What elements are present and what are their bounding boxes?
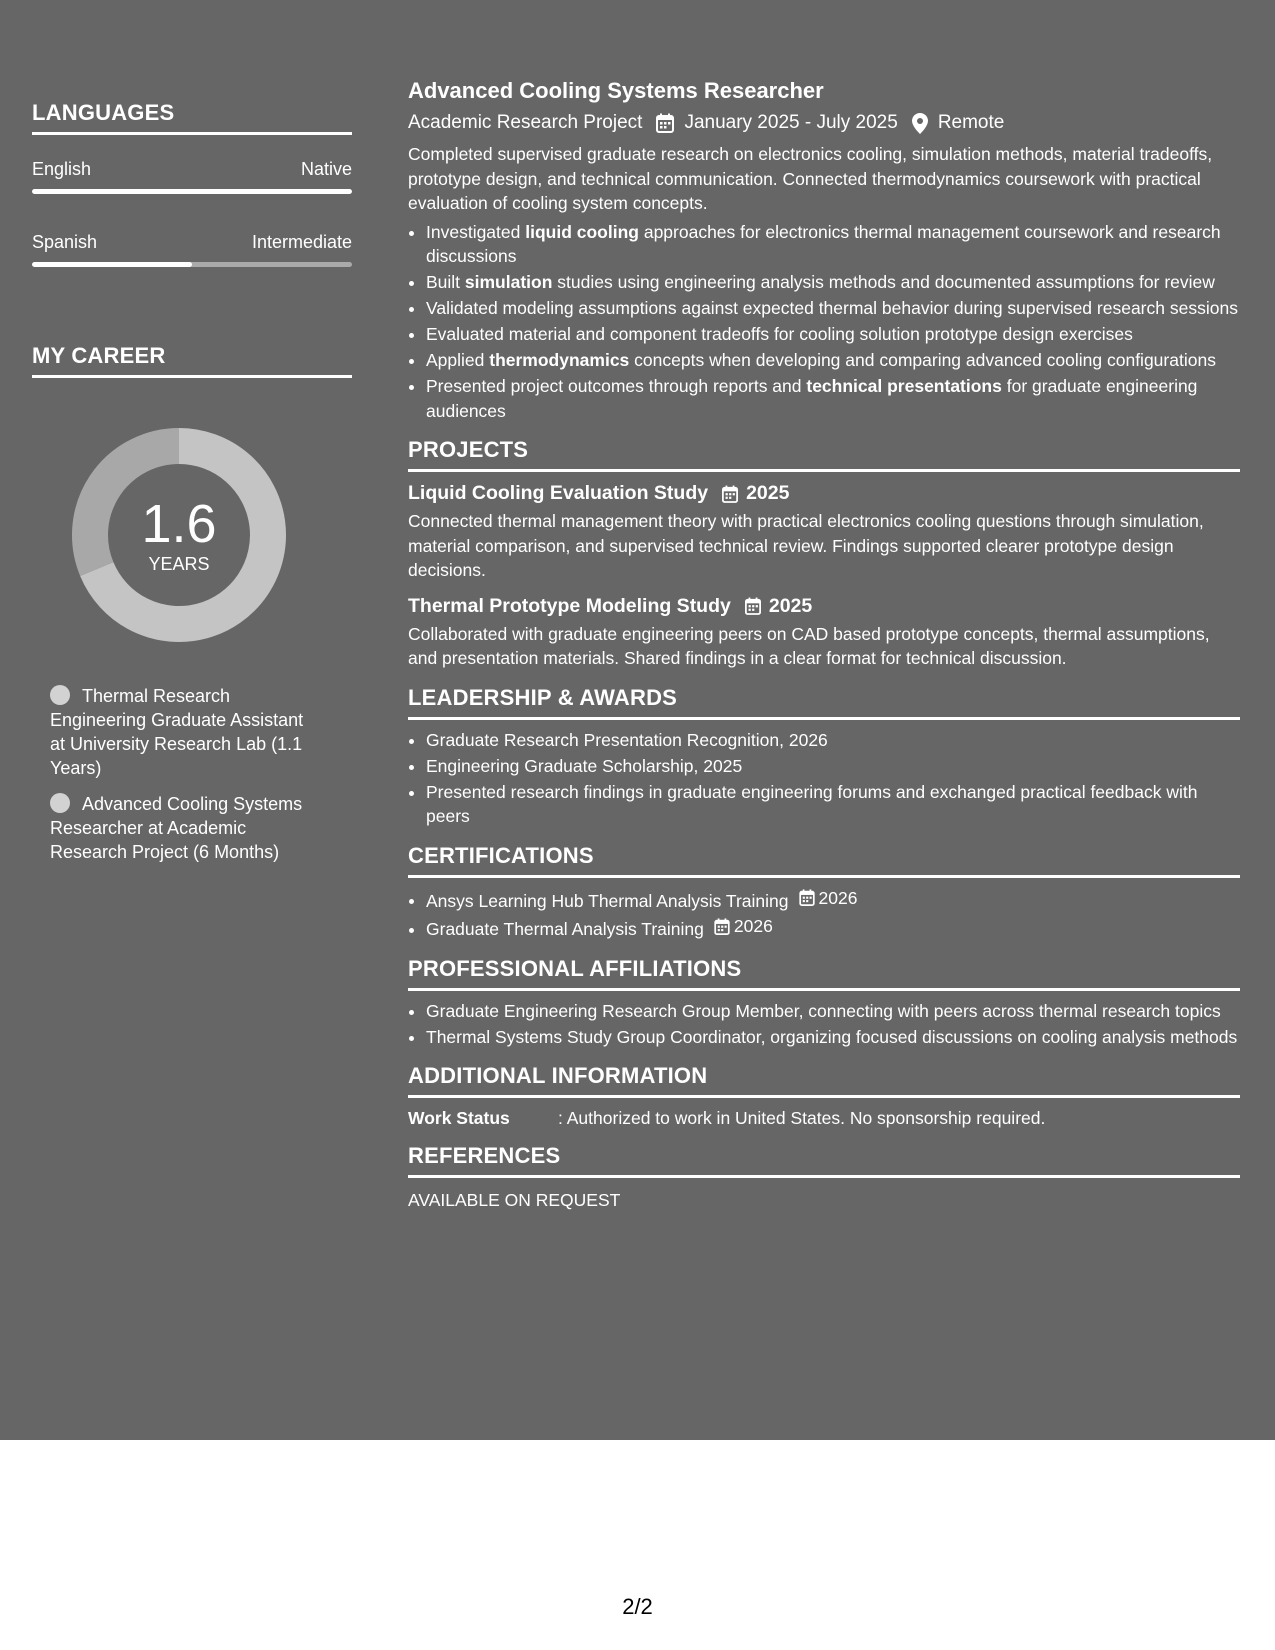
work-status-row xyxy=(408,1108,1240,1129)
list-item: • Graduate Research Presentation Recognition, 2026 xyxy=(426,728,1240,753)
list-item: • Investigated liquid cooling approaches for electronics thermal management coursework and research discussions xyxy=(426,220,1240,269)
job-summary: Completed supervised graduate research on electronics cooling, simulation methods, material tradeoffs, prototype design, and technical communication. Connected thermodynamics coursework with practical evaluation of cooling system concepts. xyxy=(408,144,1213,213)
language-name: Spanish xyxy=(32,232,98,252)
leadership-list xyxy=(408,728,1240,829)
career-legend xyxy=(32,684,320,864)
leadership-section xyxy=(408,685,1240,829)
career-legend-item: Thermal Research Engineering Graduate Assistant at University Research Lab (1.1 Years) xyxy=(50,686,304,778)
list-item: • Built simulation studies using engineering analysis methods and documented assumptions for review xyxy=(426,270,1240,295)
references-text: AVAILABLE ON REQUEST xyxy=(408,1190,621,1210)
career-total-value: 1.6 xyxy=(141,493,217,554)
project-description: Collaborated with graduate engineering peers on CAD based prototype concepts, thermal assumptions, and presentation materials. Shared findings in a clear format for technical discussion. xyxy=(408,623,1210,668)
additional-section xyxy=(408,1063,1240,1129)
leadership-heading: LEADERSHIP & AWARDS xyxy=(408,685,1240,720)
references-section xyxy=(408,1143,1240,1211)
list-item: • Ansys Learning Hub Thermal Analysis Training 2026 xyxy=(426,886,1240,913)
job-title: Advanced Cooling Systems Researcher xyxy=(408,78,824,103)
projects-section xyxy=(408,437,1240,671)
language-proficiency-bar xyxy=(32,262,352,267)
language-level: Intermediate xyxy=(251,232,352,252)
job-location: Remote xyxy=(937,112,1005,133)
certifications-section xyxy=(408,843,1240,942)
work-status-value: : Authorized to work in United States. No sponsorship required. xyxy=(558,1108,1046,1128)
career-total-unit: YEARS xyxy=(148,553,210,574)
career-legend-item: Advanced Cooling Systems Researcher at Academic Research Project (6 Months) xyxy=(50,794,303,862)
calendar-icon xyxy=(799,889,815,906)
list-item: • Presented project outcomes through reports and technical presentations for graduate engineering audiences xyxy=(426,374,1240,423)
language-level: Native xyxy=(300,159,352,179)
page-number: 2/2 xyxy=(622,1594,653,1619)
projects-heading: PROJECTS xyxy=(408,437,1240,472)
list-item: • Presented research findings in graduate engineering forums and exchanged practical feedback with peers xyxy=(426,780,1240,829)
affiliations-heading: PROFESSIONAL AFFILIATIONS xyxy=(408,956,1240,991)
legend-dot-icon xyxy=(50,793,70,813)
certifications-heading: CERTIFICATIONS xyxy=(408,843,1240,878)
work-status-key: Work Status xyxy=(408,1108,510,1128)
calendar-icon xyxy=(722,485,738,503)
language-proficiency-bar xyxy=(32,189,352,194)
calendar-icon xyxy=(745,597,761,615)
list-item: • Thermal Systems Study Group Coordinator, organizing focused discussions on cooling analysis methods xyxy=(426,1025,1240,1050)
job-dates: January 2025 - July 2025 xyxy=(684,112,898,133)
cert-year: 2026 xyxy=(818,887,858,908)
language-english xyxy=(32,159,352,194)
project-year: 2025 xyxy=(768,594,813,617)
language-proficiency-fill xyxy=(32,262,192,267)
project-description: Connected thermal management theory with practical electronics cooling questions through simulation, material comparison, and supervised technical review. Findings supported clearer prototype design decisions. xyxy=(408,511,1204,580)
legend-dot-icon xyxy=(50,685,70,705)
cert-year: 2026 xyxy=(733,916,773,937)
project-title: Thermal Prototype Modeling Study 2025 xyxy=(408,594,813,617)
list-item: • Graduate Thermal Analysis Training 2026 xyxy=(426,914,1240,941)
right-column xyxy=(408,78,1240,1211)
calendar-icon xyxy=(656,113,674,133)
job-meta xyxy=(408,112,1240,134)
list-item: • Evaluated material and component tradeoffs for cooling solution prototype design exercises xyxy=(426,322,1240,347)
additional-heading: ADDITIONAL INFORMATION xyxy=(408,1063,1240,1098)
job-org: Academic Research Project xyxy=(408,112,643,133)
career-donut-chart xyxy=(64,420,294,650)
language-spanish xyxy=(32,232,352,267)
language-proficiency-fill xyxy=(32,189,352,194)
list-item: • Applied thermodynamics concepts when developing and comparing advanced cooling configurations xyxy=(426,348,1240,373)
project-year: 2025 xyxy=(746,482,790,504)
list-item: • Engineering Graduate Scholarship, 2025 xyxy=(426,754,1240,779)
affiliations-section xyxy=(408,956,1240,1050)
language-name: English xyxy=(32,159,92,179)
list-item: • Graduate Engineering Research Group Member, connecting with peers across thermal research topics xyxy=(426,999,1240,1024)
left-column xyxy=(32,100,352,876)
references-heading: REFERENCES xyxy=(408,1143,1240,1178)
career-heading: MY CAREER xyxy=(32,343,352,378)
project-title: Liquid Cooling Evaluation Study 2025 xyxy=(408,482,790,504)
list-item: • Validated modeling assumptions against expected thermal behavior during supervised research sessions xyxy=(426,296,1240,321)
affiliations-list xyxy=(408,999,1240,1050)
certifications-list xyxy=(408,886,1240,942)
calendar-icon xyxy=(714,918,730,935)
languages-heading: LANGUAGES xyxy=(32,100,352,135)
job-bullets xyxy=(408,220,1240,424)
location-pin-icon xyxy=(912,113,928,134)
